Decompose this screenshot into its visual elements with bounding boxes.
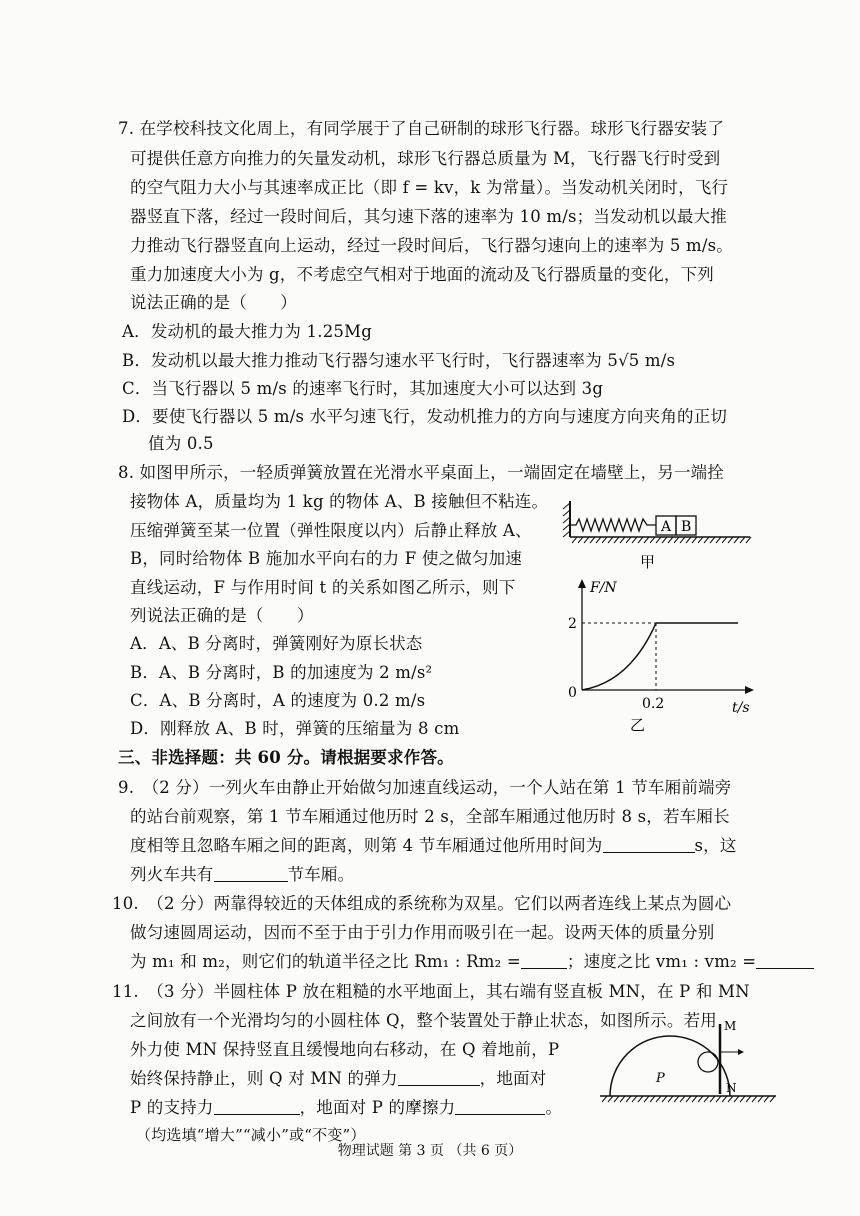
- q11-line: 之间放有一个光滑均匀的小圆柱体 Q，整个装置处于静止状态，如图所示。若用: [130, 1011, 717, 1030]
- q11-note: （均选填“增大”“减小”或“不变”）: [136, 1126, 366, 1144]
- q8-line: B，同时给物体 B 施加水平向右的力 F 使之做匀加速: [130, 549, 523, 568]
- ground-hatch: [638, 1096, 643, 1102]
- q8-line: 列说法正确的是（ ）: [130, 606, 314, 625]
- force-curve: [582, 623, 656, 690]
- q7-option-c: C．当飞行器以 5 m/s 的速率飞行时，其加速度大小可以达到 3g: [122, 379, 604, 398]
- cylinder-q: [698, 1052, 718, 1072]
- q7-line: 的空气阻力大小与其速率成正比（即 f = kv，k 为常量）。当发动机关闭时，飞行: [130, 178, 729, 197]
- ground-hatch: [716, 1096, 721, 1102]
- ground-hatch: [692, 1096, 697, 1102]
- q10-line: 10. （2 分）两靠得较近的天体组成的系统称为双星。它们以两者连线上某点为圆心: [112, 894, 732, 913]
- q8-option-b: B．A、B 分离时，B 的加速度为 2 m/s²: [130, 663, 433, 682]
- ground-hatch: [632, 1096, 637, 1102]
- ground-hatch: [650, 1096, 655, 1102]
- q11-line-4: 始终保持静止，则 Q 对 MN 的弹力 ，地面对: [130, 1069, 547, 1088]
- ground-hatch: [764, 1096, 769, 1102]
- q8-option-c: C．A、B 分离时，A 的速度为 0.2 m/s: [130, 691, 426, 710]
- ground-hatch: [614, 537, 619, 543]
- ground-hatch: [668, 537, 673, 543]
- ground-hatch: [734, 1096, 739, 1102]
- ground-hatch: [722, 1096, 727, 1102]
- ground-hatch: [692, 537, 697, 543]
- q7-option-a: A．发动机的最大推力为 1.25Mg: [122, 322, 372, 341]
- half-cylinder-p: [610, 1036, 730, 1096]
- q8-option-d: D．刚释放 A、B 时，弹簧的压缩量为 8 cm: [130, 719, 460, 738]
- ground-hatch: [584, 537, 589, 543]
- section-3-heading: 三、非选择题：共 60 分。请根据要求作答。: [118, 748, 454, 767]
- q7-line: 可提供任意方向推力的矢量发动机，球形飞行器总质量为 M，飞行器飞行时受到: [130, 149, 721, 168]
- ground-hatch: [644, 537, 649, 543]
- ground-hatch: [758, 1096, 763, 1102]
- ground-hatch: [698, 1096, 703, 1102]
- q8-line: 压缩弹簧至某一位置（弹性限度以内）后静止释放 A、: [130, 521, 532, 540]
- page-footer: 物理试题 第 3 页 （共 6 页）: [337, 1143, 523, 1159]
- y-axis-label: F/N: [590, 580, 617, 596]
- ground-hatch: [686, 537, 691, 543]
- ground-hatch: [674, 1096, 679, 1102]
- ground-hatch: [740, 1096, 745, 1102]
- q8-line: 8. 如图甲所示，一轻质弹簧放置在光滑水平桌面上，一端固定在墙壁上，另一端拴: [118, 463, 725, 482]
- label-n: N: [726, 1081, 737, 1095]
- ground-hatch: [620, 1096, 625, 1102]
- q7-option-b: B．发动机以最大推力推动飞行器匀速水平飞行时，飞行器速率为 5√5 m/s: [122, 351, 676, 370]
- q11-blank-2[interactable]: [214, 1096, 300, 1115]
- q10-line-3: 为 m₁ 和 m₂，则它们的轨道半径之比 Rm₁ : Rm₂ = ；速度之比 vm₁ : vm₂ =: [130, 949, 814, 975]
- ground-hatch: [746, 537, 751, 543]
- q9-blank-2[interactable]: [214, 863, 288, 882]
- ground-hatch: [680, 1096, 685, 1102]
- q9-blank-1[interactable]: [603, 834, 695, 853]
- ground-hatch: [680, 537, 685, 543]
- ground-hatch: [662, 537, 667, 543]
- q8-line: 直线运动，F 与作用时间 t 的关系如图乙所示，则下: [130, 578, 516, 597]
- q10-line: 做匀速圆周运动，因而不至于由于引力作用而吸引在一起。设两天体的质量分别: [130, 923, 715, 942]
- label-m: M: [724, 1019, 737, 1033]
- ground-hatch: [650, 537, 655, 543]
- ground-hatch: [602, 537, 607, 543]
- x-tick-0-2: 0.2: [642, 696, 665, 712]
- q11-line: 11. （3 分）半圆柱体 P 放在粗糙的水平地面上，其右端有竖直板 MN，在 P 和 MN: [112, 982, 750, 1001]
- fig-jia-caption: 甲: [640, 553, 656, 571]
- ground-hatch: [752, 1096, 757, 1102]
- q10-blank-2[interactable]: [756, 950, 814, 969]
- ground-hatch: [722, 537, 727, 543]
- q9-line-4: 列火车共有 节车厢。: [130, 865, 355, 884]
- ground-hatch: [578, 537, 583, 543]
- block-b-label: B: [681, 519, 692, 535]
- q8-figure-jia: [560, 495, 760, 575]
- ground-hatch: [620, 537, 625, 543]
- ground-hatch: [716, 537, 721, 543]
- ground-hatch: [698, 537, 703, 543]
- q7-line: 器竖直下落，经过一段时间后，其匀速下落的速率为 10 m/s；当发动机以最大推: [130, 207, 727, 226]
- ground-hatch: [602, 1096, 607, 1102]
- label-p: P: [656, 1071, 665, 1086]
- q8-figure-yi: [560, 578, 760, 738]
- ground-hatch: [710, 1096, 715, 1102]
- ground-hatch: [572, 537, 577, 543]
- ground-hatch: [656, 537, 661, 543]
- ground-hatch: [746, 1096, 751, 1102]
- ground-hatch: [770, 1096, 775, 1102]
- q11-figure: [596, 1012, 786, 1112]
- origin-label: 0: [568, 685, 577, 701]
- ground-hatch: [632, 537, 637, 543]
- ground-hatch: [704, 1096, 709, 1102]
- ground-hatch: [740, 537, 745, 543]
- y-tick-2: 2: [568, 616, 577, 632]
- ground-hatch: [710, 537, 715, 543]
- q7-line: 7. 在学校科技文化周上，有同学展于了自己研制的球形飞行器。球形飞行器安装了: [118, 119, 725, 138]
- q8-option-a: A．A、B 分离时，弹簧刚好为原长状态: [130, 634, 423, 653]
- q11-blank-1[interactable]: [398, 1067, 480, 1086]
- ground-hatch: [626, 1096, 631, 1102]
- ground-hatch: [638, 537, 643, 543]
- ground-hatch: [596, 537, 601, 543]
- q11-blank-3[interactable]: [455, 1096, 545, 1115]
- q7-line: 重力加速度大小为 g，不考虑空气相对于地面的流动及飞行器质量的变化，下列: [130, 265, 715, 284]
- ground-hatch: [656, 1096, 661, 1102]
- ground-hatch: [674, 537, 679, 543]
- q9-line-3: 度相等且忽略车厢之间的距离，则第 4 节车厢通过他所用时间为 s，这: [130, 836, 737, 855]
- ground-hatch: [734, 537, 739, 543]
- ground-hatch: [608, 537, 613, 543]
- ground-hatch: [662, 1096, 667, 1102]
- q7-line: 说法正确的是（ ）: [130, 293, 297, 312]
- ground-hatch: [626, 537, 631, 543]
- q8-line: 接物体 A，质量均为 1 kg 的物体 A、B 接触但不粘连。: [130, 492, 549, 511]
- x-axis-label: t/s: [732, 700, 750, 716]
- ground-hatch: [644, 1096, 649, 1102]
- ground-hatch: [608, 1096, 613, 1102]
- ground-hatch: [614, 1096, 619, 1102]
- ground-hatch: [704, 537, 709, 543]
- fig-yi-caption: 乙: [630, 716, 646, 734]
- q9-line: 9. （2 分）一列火车由静止开始做匀加速直线运动，一个人站在第 1 节车厢前端旁: [118, 778, 732, 797]
- q10-blank-1[interactable]: [521, 950, 567, 969]
- q7-option-d-cont: 值为 0.5: [148, 434, 214, 453]
- ground-hatch: [590, 537, 595, 543]
- ground-hatch: [728, 537, 733, 543]
- q11-line-5: P 的支持力 ，地面对 P 的摩擦力 。: [130, 1098, 563, 1117]
- q7-line: 力推动飞行器竖直向上运动，经过一段时间后，飞行器匀速向上的速率为 5 m/s。: [130, 236, 733, 255]
- ground-hatch: [686, 1096, 691, 1102]
- ground-hatch: [728, 1096, 733, 1102]
- q11-line: 外力使 MN 保持竖直且缓慢地向右移动，在 Q 着地前，P: [130, 1040, 560, 1059]
- block-a-label: A: [661, 519, 672, 535]
- q9-line: 的站台前观察，第 1 节车厢通过他历时 2 s，全部车厢通过他历时 8 s，若车厢长: [130, 807, 730, 826]
- ground-hatch: [668, 1096, 673, 1102]
- q7-option-d: D．要使飞行器以 5 m/s 水平匀速飞行，发动机推力的方向与速度方向夹角的正切: [122, 407, 728, 426]
